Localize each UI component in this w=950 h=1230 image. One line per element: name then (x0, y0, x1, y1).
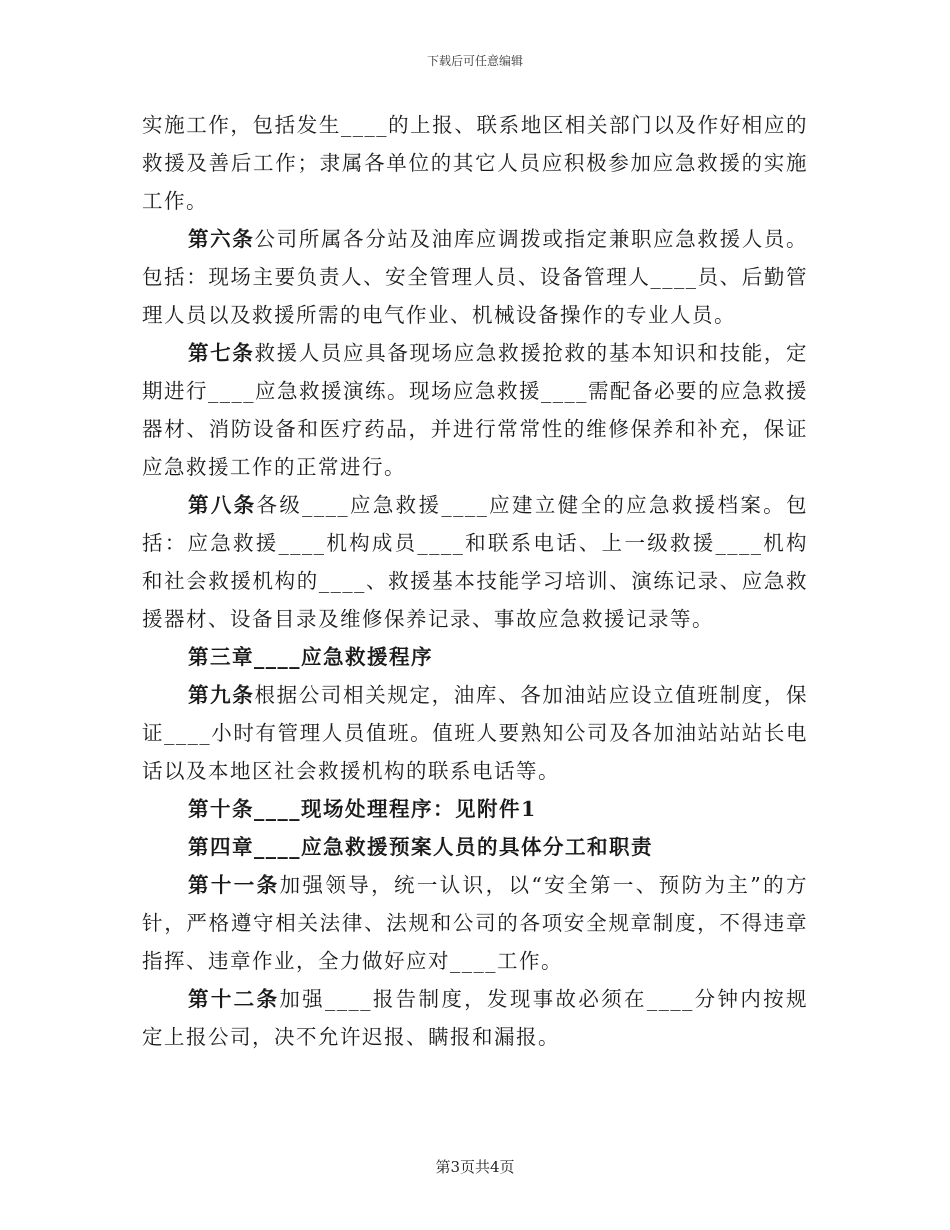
article-7 (142, 334, 808, 486)
article-6 (142, 220, 808, 334)
article-text: 加强领导，统一认识，以“安全第一、预防为主”的方针，严格遵守相关法律、法规和公司的各项安全规章制度，不得违章指挥、违章作业，全力做好应对____工作。 (142, 873, 808, 973)
article-11 (142, 866, 808, 980)
article-text: 加强____报告制度，发现事故必须在____分钟内按规定上报公司，决不允许迟报、瞒报和漏报。 (142, 987, 809, 1049)
chapter-3-heading (142, 638, 808, 676)
article-number: 第八条 (188, 493, 257, 517)
article-text: 各级____应急救援____应建立健全的应急救援档案。包括：应急救援____机构成员____和联系电话、上一级救援____机构和社会救援机构的____、救援基本技能学习培训、演练记录、应急救援器材、设备目录及维修保养记录、事故应急救援记录等。 (142, 493, 808, 631)
article-text: 根据公司相关规定，油库、各加油站应设立值班制度，保证____小时有管理人员值班。值班人要熟知公司及各加油站站站长电话以及本地区社会救援机构的联系电话等。 (142, 683, 809, 783)
article-10-heading (142, 790, 808, 828)
article-text: 救援人员应具备现场应急救援抢救的基本知识和技能，定期进行____应急救援演练。现场应急救援____需配备必要的应急救援器材、消防设备和医疗药品，并进行常常性的维修保养和补充，保证应急救援工作的正常进行。 (142, 341, 809, 479)
heading-text: 第三章____应急救援程序 (188, 645, 433, 669)
document-body (142, 106, 808, 1056)
article-number: 第六条 (188, 227, 255, 251)
article-8 (142, 486, 808, 638)
article-12 (142, 980, 808, 1056)
article-number: 第十二条 (188, 987, 280, 1011)
page-number: 第3页共4页 (435, 1158, 515, 1176)
article-text: 公司所属各分站及油库应调拨或指定兼职应急救援人员。包括：现场主要负责人、安全管理人员、设备管理人____员、后勤管理人员以及救援所需的电气作业、机械设备操作的专业人员。 (142, 227, 809, 327)
article-number: 第七条 (188, 341, 255, 365)
paragraph-text: 实施工作，包括发生____的上报、联系地区相关部门以及作好相应的救援及善后工作；隶属各单位的其它人员应积极参加应急救援的实施工作。 (142, 113, 808, 213)
heading-text: 第十条____现场处理程序：见附件1 (188, 797, 537, 821)
heading-text: 第四章____应急救援预案人员的具体分工和职责 (188, 835, 653, 859)
article-9 (142, 676, 808, 790)
article-number: 第九条 (188, 683, 255, 707)
chapter-4-heading (142, 828, 808, 866)
page-header: 下载后可任意编辑 (426, 54, 523, 68)
article-number: 第十一条 (188, 873, 280, 897)
paragraph-continuation (142, 106, 808, 220)
